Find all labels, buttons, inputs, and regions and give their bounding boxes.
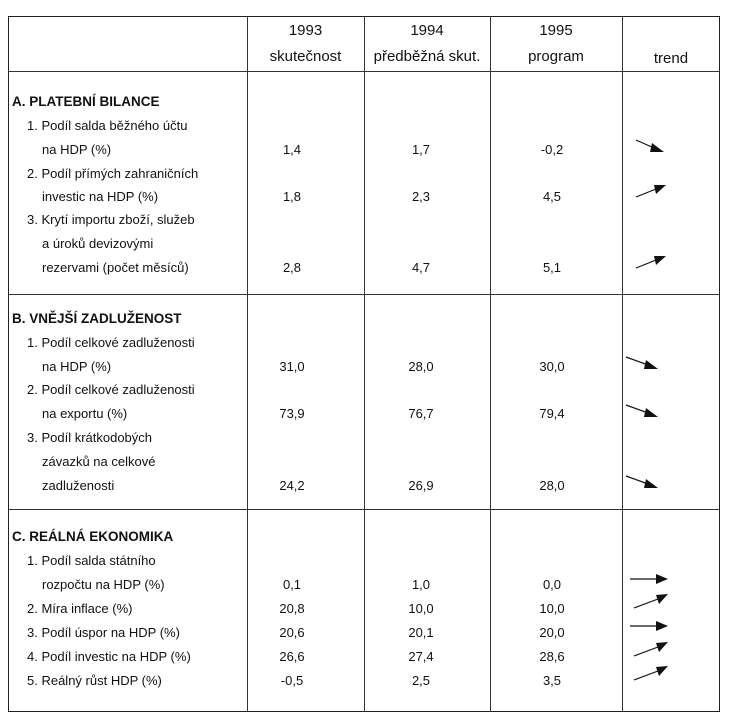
value-1993: 24,2 (279, 478, 305, 493)
value-1995: 20,0 (539, 625, 565, 640)
trend-up-icon (634, 640, 670, 658)
value-1995: -0,2 (540, 142, 564, 157)
trend-down-icon (626, 403, 662, 419)
value-1993: -0,5 (280, 673, 304, 688)
value-1993: 31,0 (279, 359, 305, 374)
trend-up-icon (636, 254, 668, 270)
column-divider-1 (247, 16, 248, 712)
trend-up-icon (636, 183, 668, 199)
section-title-b: B. VNĚJŠÍ ZADLUŽENOST (12, 311, 182, 326)
row-label: 3. Krytí importu zboží, služeb (27, 212, 195, 227)
row-label: 1. Podíl salda státního (27, 553, 156, 568)
value-1995: 5,1 (542, 260, 562, 275)
value-1993: 73,9 (279, 406, 305, 421)
value-1993: 2,8 (282, 260, 302, 275)
row-label: 5. Reálný růst HDP (%) (27, 673, 162, 688)
value-1994: 27,4 (408, 649, 434, 664)
trend-up-icon (634, 664, 670, 682)
column-divider-3 (490, 16, 491, 712)
value-1993: 0,1 (282, 577, 302, 592)
value-1995: 0,0 (542, 577, 562, 592)
value-1993: 20,8 (279, 601, 305, 616)
value-1994: 26,9 (408, 478, 434, 493)
row-label: rozpočtu na HDP (%) (42, 577, 165, 592)
header-label-1995: program (528, 48, 584, 65)
row-label: a úroků devizovými (42, 236, 154, 251)
row-label: zadluženosti (42, 478, 115, 493)
value-1993: 1,8 (282, 189, 302, 204)
trend-down-icon (626, 474, 662, 490)
trend-flat-icon (630, 619, 670, 633)
row-label: 4. Podíl investic na HDP (%) (27, 649, 191, 664)
value-1994: 1,0 (411, 577, 431, 592)
row-label: 2. Míra inflace (%) (27, 601, 133, 616)
value-1995: 30,0 (539, 359, 565, 374)
header-year-1995: 1995 (539, 22, 573, 39)
trend-down-icon (626, 355, 662, 371)
row-label: 1. Podíl celkové zadluženosti (27, 335, 195, 350)
value-1994: 2,5 (411, 673, 431, 688)
row-label: na HDP (%) (42, 142, 112, 157)
trend-down-icon (636, 138, 666, 154)
value-1995: 10,0 (539, 601, 565, 616)
value-1993: 1,4 (282, 142, 302, 157)
row-label: rezervami (počet měsíců) (42, 260, 189, 275)
trend-flat-icon (630, 572, 670, 586)
header-year-1994: 1994 (410, 22, 444, 39)
value-1995: 79,4 (539, 406, 565, 421)
header-trend: trend (653, 50, 689, 67)
row-label: závazků na celkové (42, 454, 156, 469)
row-label: 3. Podíl úspor na HDP (%) (27, 625, 180, 640)
value-1994: 20,1 (408, 625, 434, 640)
row-label: 2. Podíl přímých zahraničních (27, 166, 199, 181)
row-label: 3. Podíl krátkodobých (27, 430, 153, 445)
value-1994: 1,7 (411, 142, 431, 157)
value-1994: 28,0 (408, 359, 434, 374)
trend-up-icon (634, 592, 670, 610)
row-label: 2. Podíl celkové zadluženosti (27, 382, 195, 397)
row-label: 1. Podíl salda běžného účtu (27, 118, 188, 133)
column-divider-4 (622, 16, 623, 712)
header-label-1993: skutečnost (269, 48, 342, 65)
value-1994: 76,7 (408, 406, 434, 421)
value-1993: 20,6 (279, 625, 305, 640)
row-label: na exportu (%) (42, 406, 128, 421)
value-1994: 4,7 (411, 260, 431, 275)
value-1995: 28,0 (539, 478, 565, 493)
header-year-1993: 1993 (288, 22, 323, 39)
column-divider-2 (364, 16, 365, 712)
value-1994: 2,3 (411, 189, 431, 204)
value-1994: 10,0 (408, 601, 434, 616)
value-1993: 26,6 (279, 649, 305, 664)
row-label: investic na HDP (%) (42, 189, 159, 204)
row-label: na HDP (%) (42, 359, 112, 374)
value-1995: 28,6 (539, 649, 565, 664)
value-1995: 3,5 (542, 673, 562, 688)
header-label-1994: předběžná skut. (373, 48, 481, 65)
section-title-a: A. PLATEBNÍ BILANCE (12, 94, 160, 109)
section-title-c: C. REÁLNÁ EKONOMIKA (12, 529, 174, 544)
value-1995: 4,5 (542, 189, 562, 204)
